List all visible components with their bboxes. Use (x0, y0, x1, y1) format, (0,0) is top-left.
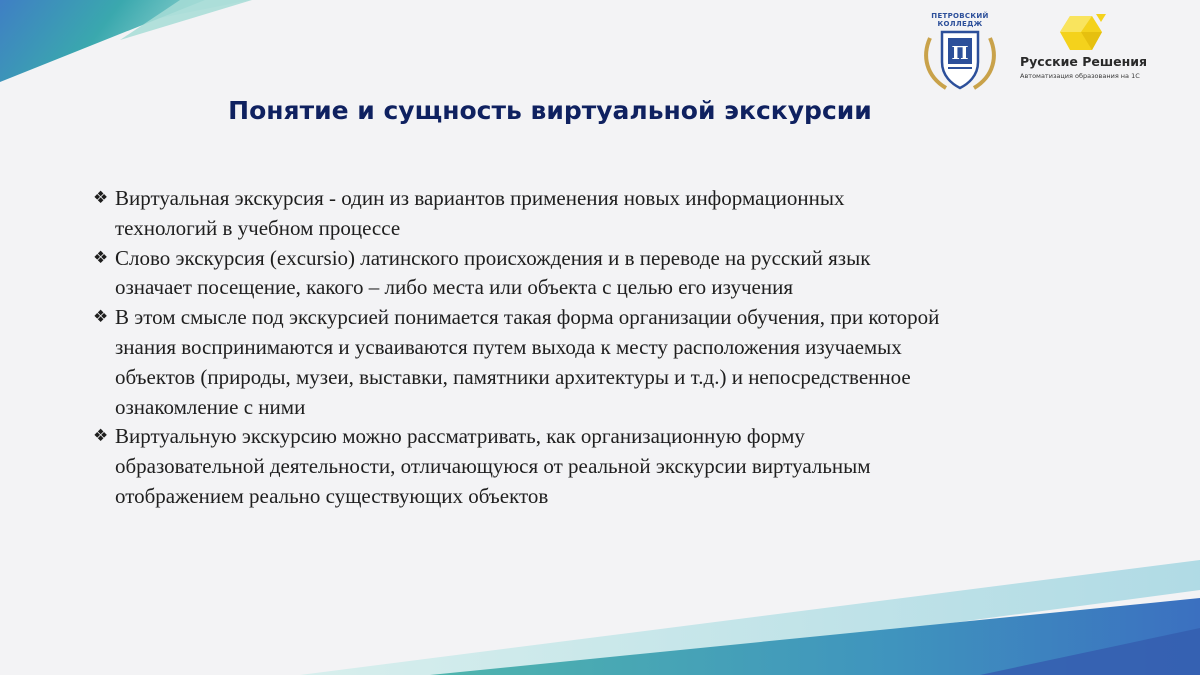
bullet-item (93, 244, 1133, 304)
bullet-text-line: ознакомление с ними (115, 394, 306, 419)
bullet-list (93, 184, 1133, 512)
college-logo-line2: КОЛЛЕДЖ (937, 20, 983, 28)
diamond-bullet-icon: ❖ (93, 188, 109, 208)
bullet-text-line: Слово экскурсия (excursio) латинского происхождения и в переводе на русский язык (115, 245, 871, 270)
bullet-text-line: технологий в учебном процессе (115, 215, 401, 240)
company-name: Русские Решения (1020, 54, 1148, 69)
company-logo (1012, 14, 1172, 84)
bullet-text-line: Виртуальную экскурсию можно рассматривать, как организационную форму (115, 424, 805, 449)
diamond-bullet-icon: ❖ (93, 426, 109, 447)
hexagon-cube-icon (1056, 14, 1108, 52)
bullet-text-line: Виртуальная экскурсия - один из вариантов применения новых информационных (115, 186, 845, 210)
college-crest-icon (920, 28, 1000, 94)
bullet-item (93, 303, 1133, 422)
slide-title: Понятие и сущность виртуальной экскурсии (228, 96, 872, 125)
bullet-item (93, 422, 1133, 511)
bullet-text-line: отображением реально существующих объектов (115, 483, 549, 508)
bullet-text-line: объектов (природы, музеи, выставки, памятники архитектуры и т.д.) и непосредственное (115, 364, 911, 389)
college-logo-line1: ПЕТРОВСКИЙ (931, 12, 989, 20)
diamond-bullet-icon: ❖ (93, 307, 109, 328)
bullet-text-line: означает посещение, какого – либо места или объекта с целью его изучения (115, 275, 794, 300)
svg-text:П: П (951, 43, 969, 64)
bullet-text-line: В этом смысле под экскурсией понимается такая форма организации обучения, при которой (115, 305, 940, 330)
bullet-item (93, 184, 1133, 244)
company-tagline: Автоматизация образования на 1С (1020, 72, 1140, 80)
bullet-text-line: знания воспринимаются и усваиваются путем выхода к месту расположения изучаемых (115, 334, 902, 359)
college-logo (920, 12, 1000, 94)
diamond-bullet-icon: ❖ (93, 247, 109, 268)
bullet-text-line: образовательной деятельности, отличающуюся от реальной экскурсии виртуальным (115, 454, 871, 479)
